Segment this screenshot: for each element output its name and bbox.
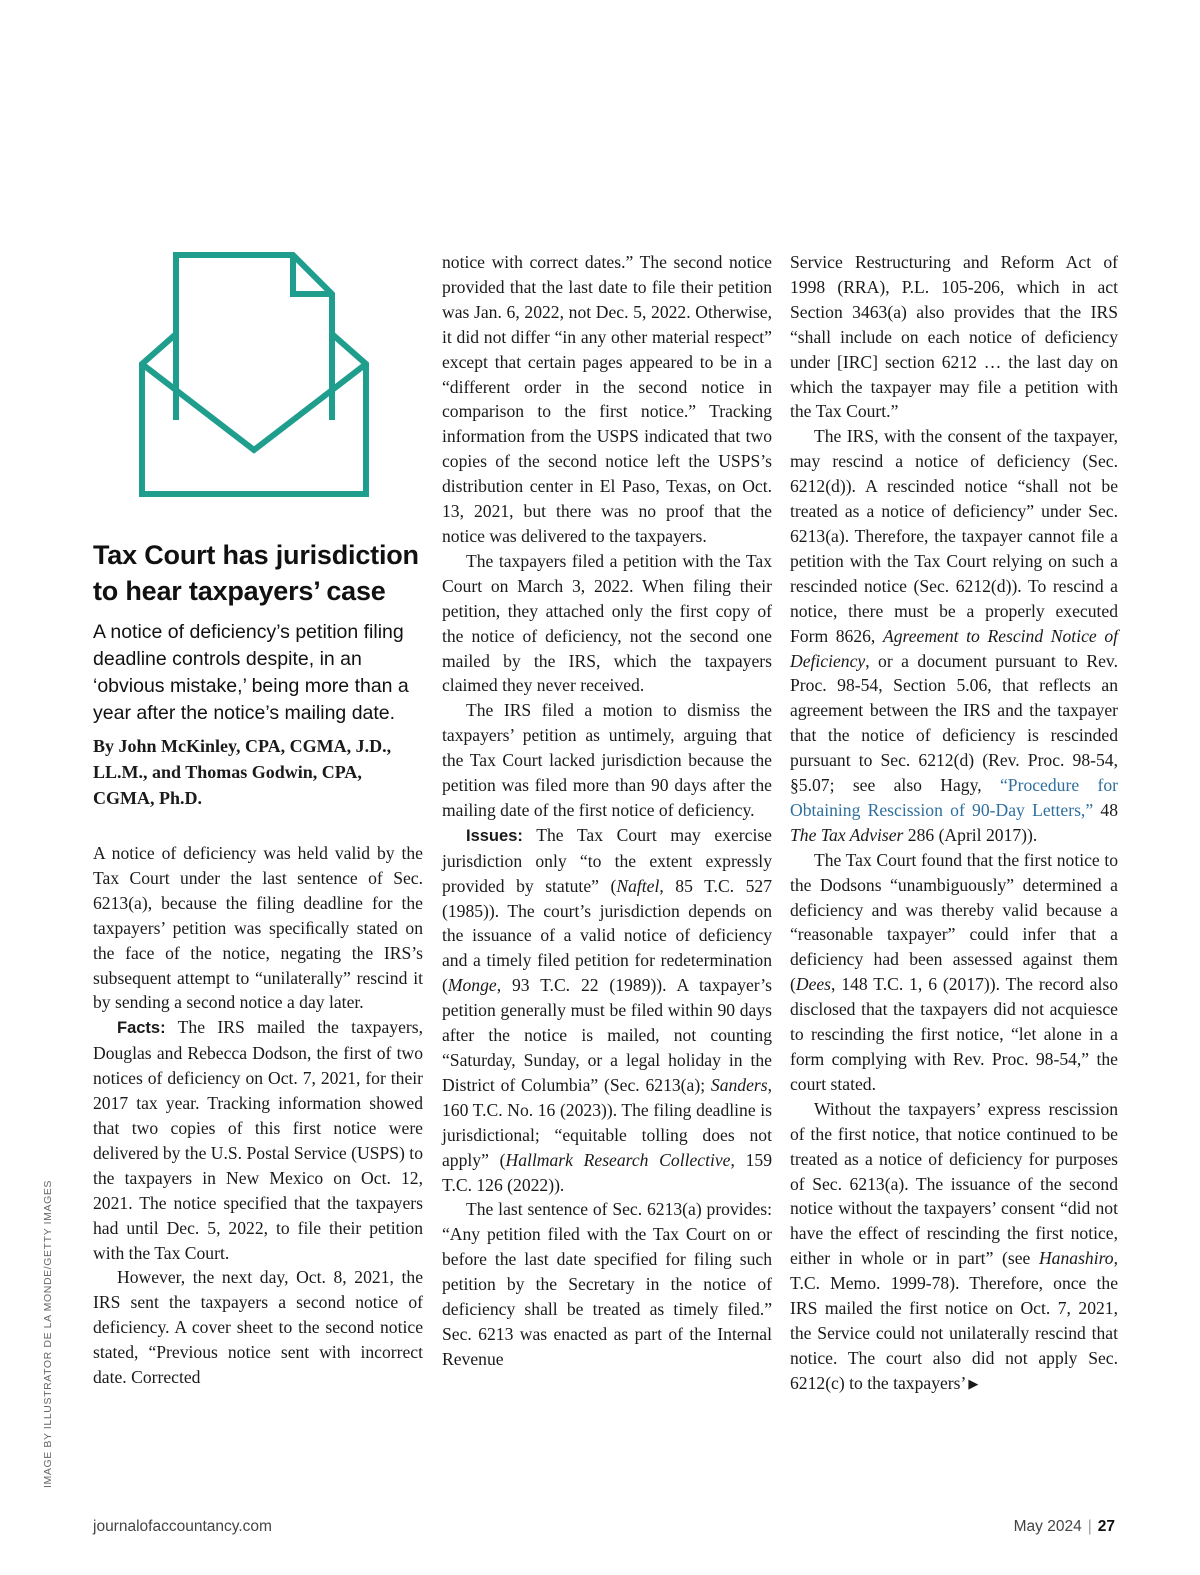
case-citation: Monge [447,975,497,996]
continued-arrow-icon: ▶ [968,1375,979,1391]
body-paragraph: The Tax Court found that the first notice to the Dodsons “unambiguously” determined a deficiency and was thereby valid because a “reasonable taxpayer” could infer that a deficiency had been assessed against them (Dees, 148 T.C. 1, 6 (2017)). The record also disclosed that the taxpayers did not acquiesce to rescinding the first notice, “let alone in a form complying with Rev. Proc. 98-54,” the court stated. [790,849,1118,1094]
section-label-issues: Issues: [466,826,523,845]
footer-website: journalofaccountancy.com [93,1518,272,1535]
footer-date: May 2024 [1013,1518,1082,1535]
byline: By John McKinley, CPA, CGMA, J.D., LL.M., and Thomas Godwin, CPA, CGMA, Ph.D. [93,736,392,808]
body-paragraph: The IRS, with the consent of the taxpayer, may rescind a notice of deficiency (Sec. 6212(d)). A rescinded notice “shall not be treated as a notice of deficiency” under Sec. 6213(a). Therefore, the taxpayer cannot file a petition with the Tax Court relying on such a rescinded notice (Sec. 6212(d)). To rescind a notice, there must be a properly executed Form 8626, Agreement to Rescind Notice of Deficiency, or a document pursuant to Rev. Proc. 98-54, Section 5.06, that reflects an agreement between the IRS and the taxpayer that the notice of deficiency is rescinded pursuant to Sec. 6212(d) (Rev. Proc. 98-54, §5.07; see also Hagy, “Procedure for Obtaining Rescission of 90-Day Letters,” 48 The Tax Adviser 286 (April 2017)). [790,426,1119,845]
footer-separator: | [1087,1518,1092,1535]
form-title: Agreement to Rescind Notice of Deficiency [790,625,1119,671]
headline: Tax Court has jurisdiction to hear taxpayers’ case [93,540,419,606]
case-citation: Naftel [616,875,660,896]
body-paragraph: Without the taxpayers’ express rescission of the first notice, that notice continued to be treated as a notice of deficiency for purposes of Sec. 6213(a). The issuance of the second notice without the taxpayers’ consent “did not have the effect of rescinding the first notice, either in whole or in part” (see Hanashiro, T.C. Memo. 1999-78). Therefore, once the IRS mailed the first notice on Oct. 7, 2021, the Service could not unilaterally rescind that notice. The court also did not apply Sec. 6212(c) to the taxpayers’ ▶ [790,1098,1118,1393]
open-envelope-with-document-icon [138,250,370,500]
body-paragraph: The IRS filed a motion to dismiss the taxpayers’ petition as untimely, arguing that the Tax Court lacked jurisdiction because the petition was filed more than 90 days after the mailing date of the first notice of deficiency. [442,700,772,820]
image-credit: IMAGE BY ILLUSTRATOR DE LA MONDE/GETTY IMAGES [42,1179,54,1488]
body-paragraph: Issues: The Tax Court may exercise jurisdiction only “to the extent expressly provided by statute” (Naftel, 85 T.C. 527 (1985)). The court’s jurisdiction depends on the issuance of a valid notice of deficiency and a timely filed petition for redetermination (Monge, 93 T.C. 22 (1989)). A taxpayer’s petition generally must be filed within 90 days after the notice is mailed, not counting “Saturday, Sunday, or a legal holiday in the District of Columbia” (Sec. 6213(a); Sanders, 160 T.C. No. 16 (2023)). The filing deadline is jurisdictional; “equitable tolling does not apply” (Hallmark Research Collective, 159 T.C. 126 (2022)). [442,824,773,1195]
footer-issue-page [1014,1518,1115,1536]
body-paragraph: A notice of deficiency was held valid by the Tax Court under the last sentence of Sec. 6213(a), because the filing deadline for the taxpayers’ petition was speciﬁcally stated on the face of the notice, negating the IRS’s subsequent attempt to “unilaterally” rescind it by sending a second notice a day later. [93,843,423,1013]
body-paragraph: Facts: The IRS mailed the taxpayers, Douglas and Rebecca Dodson, the first of two notices of deficiency on Oct. 7, 2021, for their 2017 tax year. Tracking information showed that two copies of this first notice were delivered by the U.S. Postal Service (USPS) to the taxpayers in New Mexico on Oct. 12, 2021. The notice specified that the taxpayers had until Dec. 5, 2022, to file their petition with the Tax Court. [93,1017,423,1263]
case-citation: Hanashiro [1038,1248,1114,1269]
body-paragraph: Service Restructuring and Reform Act of 1998 (RRA), P.L. 105-206, which in act Section 3463(a) also provides that the IRS “shall include on each notice of deficiency under [IRC] section 6212 … the last day on which the taxpayer may file a petition with the Tax Court.” [790,252,1118,422]
case-citation: Dees [795,974,832,995]
deck-subheading: A notice of deficiency’s petition filing deadline controls despite, in an ‘obvious mistake,’ being more than a year after the notice’s mailing date. [93,621,409,724]
body-paragraph: The last sentence of Sec. 6213(a) provides: “Any petition filed with the Tax Court on or before the last date specified for filing such petition by the Secretary in the notice of deficiency shall be treated as timely filed.” Sec. 6213 was enacted as part of the Internal Revenue [442,1199,772,1369]
article-column-2 [442,250,772,1372]
body-paragraph: However, the next day, Oct. 8, 2021, the IRS sent the taxpayers a second notice of deficiency. A cover sheet to the second notice stated, “Previous notice sent with incorrect date. Corrected [93,1267,423,1388]
case-citation: Hallmark Research Collective [505,1149,731,1170]
case-citation: Sanders [710,1074,768,1095]
article-column-3 [790,250,1118,1397]
article-link[interactable]: “Procedure for Obtaining Rescission of 90-Day Letters,” [790,775,1118,820]
body-paragraph: notice with correct dates.” The second notice provided that the last date to file their petition was Jan. 6, 2022, not Dec. 5, 2022. Otherwise, it did not differ “in any other material respect” except that certain pages appeared to be in a “different order in the second notice in comparison to the first notice.” Tracking information from the USPS indicated that two copies of the second notice left the USPS’s distribution center in El Paso, Texas, on Oct. 13, 2021, but there was no proof that the notice was delivered to the taxpayers. [442,252,772,546]
page-number: 27 [1097,1518,1115,1535]
journal-title: The Tax Adviser [790,824,904,845]
section-label-facts: Facts: [117,1019,166,1038]
article-column-1 [93,538,423,1390]
body-paragraph: The taxpayers filed a petition with the Tax Court on March 3, 2022. When filing their petition, they attached only the first copy of the notice of deficiency, not the second one mailed by the IRS, which the taxpayers claimed they never received. [442,550,772,696]
